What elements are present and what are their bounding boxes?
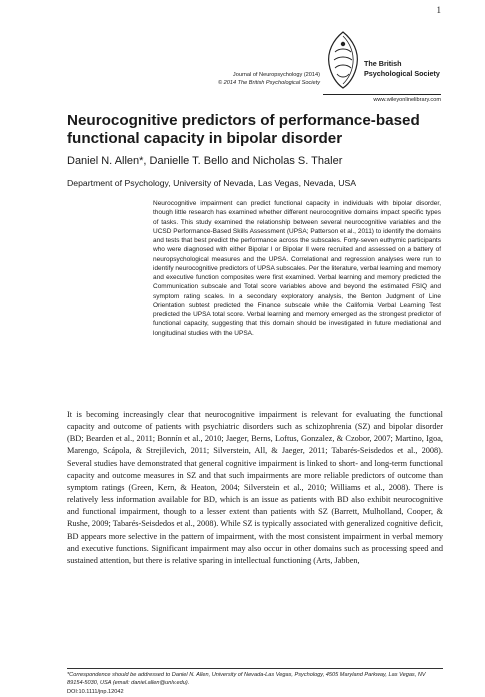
- doi: DOI:10.1111/jnp.12042: [67, 689, 124, 695]
- copyright-line: © 2014 The British Psychological Society: [217, 80, 320, 87]
- society-crest-icon: [323, 30, 363, 90]
- body-paragraph: It is becoming increasingly clear that neurocognitive impairment is relevant for evaluating the functional capacity and outcome of patients with psychiatric disorders such as schizophrenia (SZ) and bipolar disorder (BD; Bearden et al., 2011; Bonnín et al., 2010; Jaeger, Berns, Loftus, Gonzalez, & Czobor, 2007; Martino, Igoa, Marengo, Scápola, & Strejilevich, 2011; Silverstein, All, & Jaeger, 2011; Tabarés-Seisdedos et al., 2008). Several studies have demonstrated that general cognitive impairment is linked to short- and long-term functional capacity and outcome measures in SZ and that such impairments are more reliable predictors of outcome than symptom ratings (Green, Kern, & Heaton, 2004; Silverstein et al., 2010; Williams et al., 2008). There is relatively less information available for BD, which is an issue as patients with BD also exhibit neurocognitive and functional impairment, though to a lesser extent than patients with SZ (Barrett, Mulholland, Cooper, & Rushe, 2009; Tabarés-Seisdedos et al., 2008). While SZ is typically associated with generalized cognitive deficit, BD appears more selective in the pattern of impairment, with the most consistent impairment in verbal memory and executive functions. Significant impairment may also occur in other domains such as processing speed and sustained attention, but there is relative sparing in intellectual functioning (Arts, Jabben,: [67, 410, 443, 565]
- website-link[interactable]: www.wileyonlinelibrary.com: [373, 97, 441, 103]
- header-rule: [323, 94, 441, 95]
- correspondence-footnote: *Correspondence should be addressed to Daniel N. Allen, University of Nevada-Las Vegas, Psychology, 4505 Maryland Parkway, Las Vegas, NV 89154-5030, USA (email: daniel.allen@unlv.edu).: [67, 672, 426, 686]
- author-affiliation: Department of Psychology, University of Nevada, Las Vegas, Nevada, USA: [67, 178, 357, 188]
- journal-info: [120, 71, 320, 87]
- society-name: The British Psychological Society: [364, 59, 440, 78]
- page-number: 1: [436, 5, 441, 15]
- article-authors: Daniel N. Allen*, Danielle T. Bello and Nicholas S. Thaler: [67, 155, 343, 167]
- journal-name: Journal of Neuropsychology (2014): [232, 72, 320, 78]
- society-logo: [323, 30, 441, 90]
- article-title: Neurocognitive predictors of performance-based functional capacity in bipolar disorder: [67, 112, 420, 147]
- footnote-rule: [67, 668, 443, 669]
- abstract: Neurocognitive impairment can predict functional capacity in individuals with bipolar disorder, though little research has examined whether different neurocognitive domains impact specific types of tasks. This study examined the relationship between several neurocognitive variables and the UCSD Performance-Based Skills Assessment (UPSA; Patterson et al., 2011) to identify the domains and tests that best predict the performance across the subscales. Forty-seven euthymic participants who were diagnosed with either Bipolar I or Bipolar II were recruited and assessed on a battery of neuropsychological measures and the UPSA. Correlational and regression analyses were run to identify neurocognitive predictors of UPSA subscales. Per the literature, verbal learning and memory and executive function composites were first examined. Verbal learning and memory predicted the Communication subscale and Total score variables above and beyond the estimated FSIQ and symptom rating scales. In a secondary exploratory analysis, the Benton Judgment of Line Orientation subtest predicted the Finance subscale while the California Verbal Learning Test predicted the UPSA total score. Verbal learning and memory emerged as the strongest predictor of functional capacity, suggesting that this domain should be investigated in future mediational and longitudinal studies with the UPSA.: [153, 200, 441, 337]
